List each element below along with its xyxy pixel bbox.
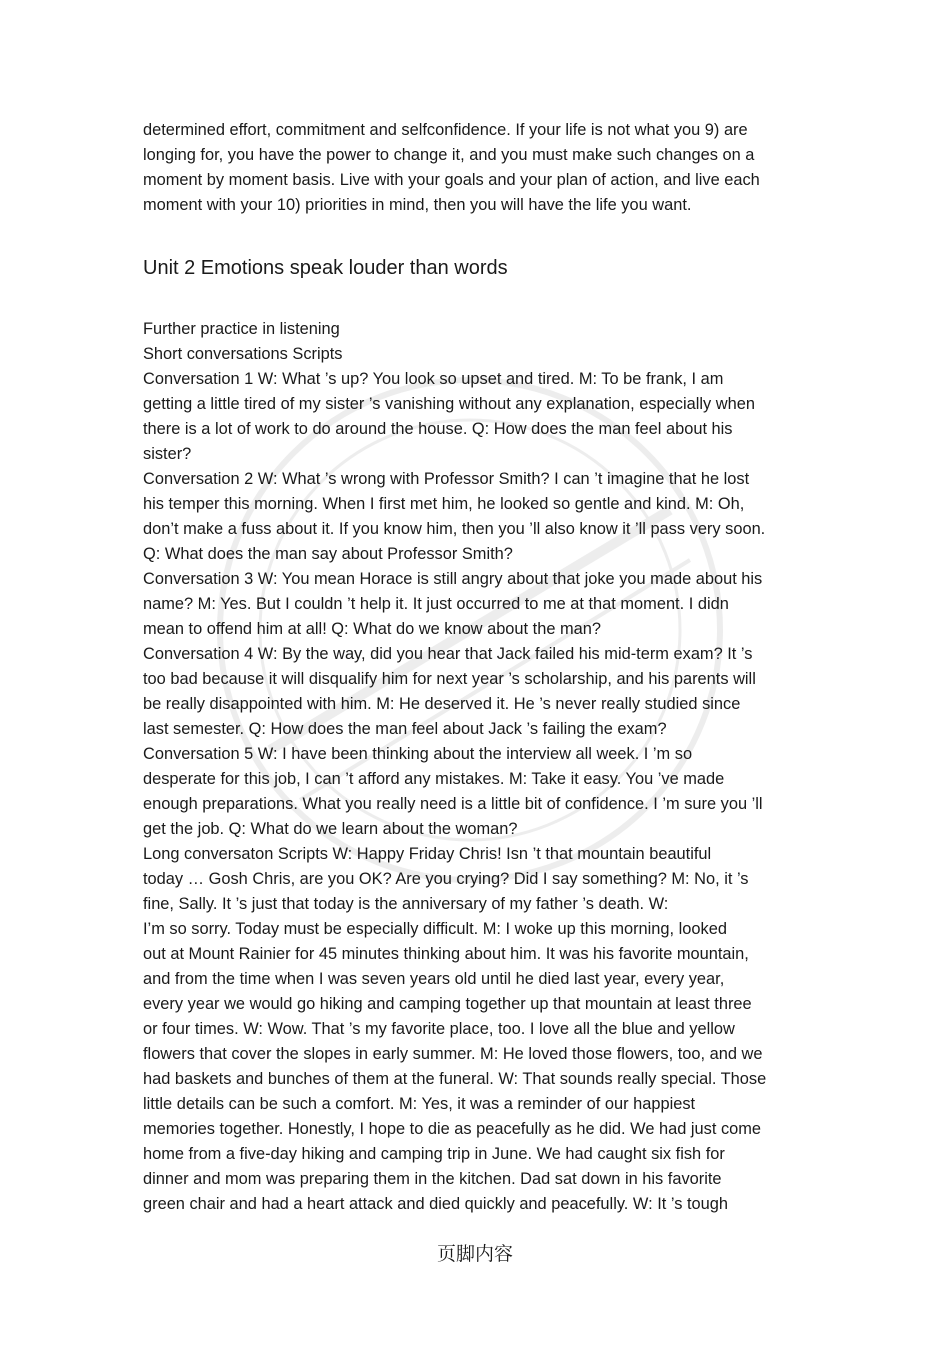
script-line: don’t make a fuss about it. If you know him, then you ’ll also know it ’ll pass very soon. <box>143 520 766 538</box>
script-line: Conversation 4 W: By the way, did you hear that Jack failed his mid-term exam? It ’s <box>143 645 753 663</box>
script-line: his temper this morning. When I first met him, he looked so gentle and kind. M: Oh, <box>143 495 745 513</box>
script-line: home from a five-day hiking and camping trip in June. We had caught six fish for <box>143 1145 725 1163</box>
intro-paragraph <box>143 118 923 218</box>
script-line: I’m so sorry. Today must be especially difficult. M: I woke up this morning, looked <box>143 920 727 938</box>
page-footer: 页脚内容 <box>436 1243 513 1265</box>
script-line: Conversation 1 W: What ’s up? You look so upset and tired. M: To be frank, I am <box>143 370 724 388</box>
script-line: Conversation 2 W: What ’s wrong with Professor Smith? I can ’t imagine that he lost <box>143 470 750 488</box>
script-line: Further practice in listening <box>143 320 340 338</box>
script-line: mean to offend him at all! Q: What do we know about the man? <box>143 620 601 638</box>
unit-title: Unit 2 Emotions speak louder than words <box>143 257 508 279</box>
script-line: be really disappointed with him. M: He deserved it. He ’s never really studied since <box>143 695 741 713</box>
script-line: Conversation 3 W: You mean Horace is still angry about that joke you made about his <box>143 570 763 588</box>
script-line: last semester. Q: How does the man feel about Jack ’s failing the exam? <box>143 720 667 738</box>
script-line: name? M: Yes. But I couldn ’t help it. It just occurred to me at that moment. I didn <box>143 595 729 613</box>
script-line: enough preparations. What you really need is a little bit of confidence. I ’m sure you ’ll <box>143 795 763 813</box>
script-line: there is a lot of work to do around the house. Q: How does the man feel about his <box>143 420 733 438</box>
intro-line: moment with your 10) priorities in mind, then you will have the life you want. <box>143 196 692 214</box>
script-line: Short conversations Scripts <box>143 345 343 363</box>
script-line: Long conversaton Scripts W: Happy Friday Chris! Isn ’t that mountain beautiful <box>143 845 712 863</box>
script-line: Conversation 5 W: I have been thinking about the interview all week. I ’m so <box>143 745 693 763</box>
script-line: flowers that cover the slopes in early summer. M: He loved those flowers, too, and we <box>143 1045 763 1063</box>
script-line: getting a little tired of my sister ’s vanishing without any explanation, especially when <box>143 395 755 413</box>
script-line: too bad because it will disqualify him for next year ’s scholarship, and his parents will <box>143 670 756 688</box>
intro-line: longing for, you have the power to change it, and you must make such changes on a <box>143 146 755 164</box>
script-line: little details can be such a comfort. M: Yes, it was a reminder of our happiest <box>143 1095 696 1113</box>
script-line: today … Gosh Chris, are you OK? Are you crying? Did I say something? M: No, it ’s <box>143 870 749 888</box>
script-line: fine, Sally. It ’s just that today is the anniversary of my father ’s death. W: <box>143 895 669 913</box>
script-line: had baskets and bunches of them at the funeral. W: That sounds really special. Those <box>143 1070 767 1088</box>
script-line: sister? <box>143 445 192 463</box>
script-line: out at Mount Rainier for 45 minutes thinking about him. It was his favorite mountain, <box>143 945 749 963</box>
script-line: memories together. Honestly, I hope to die as peacefully as he did. We had just come <box>143 1120 762 1138</box>
script-line: every year we would go hiking and camping together up that mountain at least three <box>143 995 752 1013</box>
listening-scripts <box>143 317 950 1217</box>
script-line: Q: What does the man say about Professor Smith? <box>143 545 513 563</box>
script-line: get the job. Q: What do we learn about the woman? <box>143 820 518 838</box>
script-line: or four times. W: Wow. That ’s my favorite place, too. I love all the blue and yellow <box>143 1020 735 1038</box>
script-line: dinner and mom was preparing them in the kitchen. Dad sat down in his favorite <box>143 1170 722 1188</box>
intro-line: moment by moment basis. Live with your goals and your plan of action, and live each <box>143 171 760 189</box>
script-line: desperate for this job, I can ’t afford any mistakes. M: Take it easy. You ’ve made <box>143 770 725 788</box>
script-line: and from the time when I was seven years old until he died last year, every year, <box>143 970 725 988</box>
script-line: green chair and had a heart attack and died quickly and peacefully. W: It ’s tough <box>143 1195 728 1213</box>
intro-line: determined effort, commitment and selfconfidence. If your life is not what you 9) are <box>143 121 748 139</box>
